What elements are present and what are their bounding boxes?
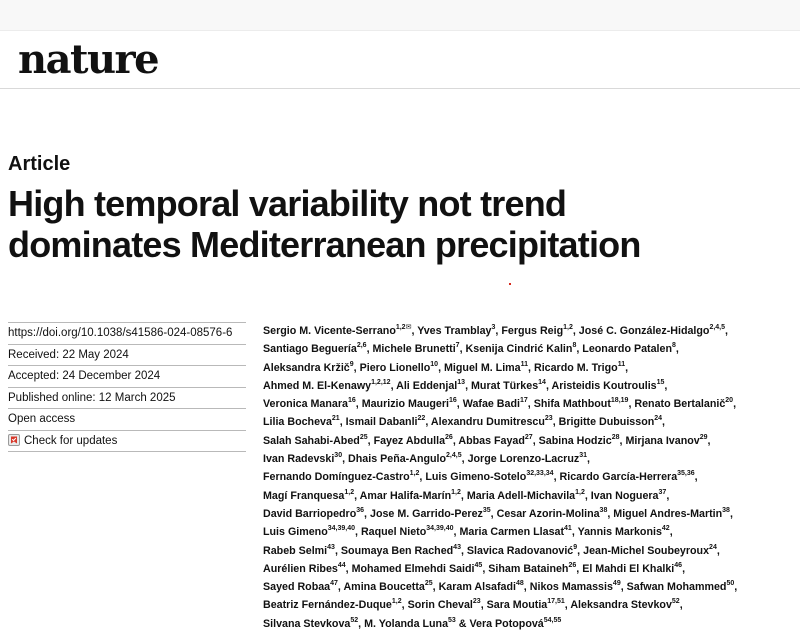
author-name[interactable]: Ismail Dabanli — [345, 416, 418, 429]
author-name[interactable]: Lilia Bocheva — [263, 416, 332, 429]
author-name[interactable]: Safwan Mohammed — [626, 581, 727, 594]
author-line — [263, 359, 788, 377]
author-affiliation: 21 — [331, 415, 340, 423]
author-affiliation: 1,2 — [344, 488, 355, 496]
author-separator: , — [452, 434, 459, 447]
accent-dot — [509, 283, 511, 285]
author-name[interactable]: Yannis Markonis — [577, 526, 662, 539]
author-affiliation: 35,36 — [677, 470, 695, 478]
author-separator: , — [358, 617, 365, 630]
author-name[interactable]: Murat Türkes — [471, 379, 539, 392]
author-line — [263, 523, 788, 541]
author-name[interactable]: Ivan Noguera — [590, 489, 659, 502]
author-separator: , — [694, 471, 698, 484]
author-separator: , — [419, 471, 426, 484]
author-separator: , — [625, 361, 629, 374]
author-affiliation: 14 — [538, 378, 546, 386]
author-affiliation: 1,2,12 — [371, 378, 391, 386]
author-name[interactable]: Sayed Robaa — [263, 581, 331, 594]
author-name[interactable]: Fernando Domínguez-Castro — [263, 471, 410, 484]
author-name[interactable]: Nikos Mamassis — [529, 581, 613, 594]
author-name[interactable]: Ricardo García-Herrera — [559, 471, 678, 484]
author-name[interactable]: Salah Sahabi-Abed — [263, 434, 360, 447]
author-name[interactable]: Luis Gimeno-Sotelo — [425, 471, 527, 484]
author-name[interactable]: Rabeb Selmi — [263, 544, 328, 557]
author-affiliation: 44 — [337, 561, 346, 569]
author-separator: , — [337, 581, 344, 594]
author-separator: , — [364, 507, 370, 520]
author-affiliation: 1,2 — [575, 488, 585, 496]
author-separator: , — [572, 325, 579, 337]
author-affiliation: 38 — [599, 506, 608, 514]
author-affiliation: 1,2✉ — [395, 324, 412, 331]
author-name[interactable]: Siham Bataineh — [488, 562, 569, 575]
author-separator: , — [577, 544, 584, 557]
author-separator: , — [587, 453, 590, 466]
author-separator: , — [664, 379, 668, 392]
author-separator: , — [571, 526, 578, 539]
author-line — [263, 432, 788, 450]
author-name[interactable]: El Mahdi El Khalki — [582, 562, 675, 575]
author-affiliation: 28 — [611, 433, 620, 441]
author-affiliation: 36 — [356, 506, 365, 514]
author-line — [263, 322, 788, 340]
author-affiliation: 43 — [327, 543, 335, 551]
author-separator: , — [628, 398, 635, 411]
author-affiliation: 34,39,40 — [426, 525, 454, 533]
author-affiliation: 1,2 — [409, 470, 420, 478]
author-affiliation: 34,39,40 — [327, 525, 355, 533]
author-name[interactable]: Sergio M. Vicente-Serrano — [263, 325, 396, 337]
author-name[interactable]: Sorin Cheval — [407, 599, 473, 612]
author-affiliation: 32,33,34 — [526, 470, 554, 478]
author-affiliation: 41 — [564, 525, 572, 533]
author-name[interactable]: Slavica Radovanović — [466, 544, 574, 557]
author-separator: , — [490, 507, 497, 520]
author-name[interactable]: Beatriz Fernández-Duque — [263, 599, 392, 612]
article-title-line-1: High temporal variability not trend — [8, 183, 567, 224]
author-separator: , — [675, 343, 679, 356]
author-name[interactable]: Aleksandra Kržič — [263, 361, 350, 374]
author-affiliation: 15 — [656, 378, 665, 386]
author-separator: , — [453, 526, 460, 539]
author-separator: , — [342, 453, 349, 466]
author-separator: , — [576, 343, 583, 356]
author-affiliation: 37 — [658, 488, 667, 496]
author-affiliation: 35 — [482, 506, 491, 514]
author-affiliation: 3 — [491, 324, 496, 331]
published-date: Published online: 12 March 2025 — [8, 387, 246, 409]
author-affiliation: 1,2 — [391, 598, 402, 606]
author-separator: , — [480, 599, 487, 612]
author-affiliation: 31 — [579, 452, 587, 460]
author-separator: , — [564, 599, 571, 612]
author-separator: , — [432, 581, 439, 594]
author-affiliation: 17 — [519, 397, 528, 405]
author-name[interactable]: Cesar Azorin-Molina — [496, 507, 600, 520]
author-separator: , — [716, 544, 720, 557]
author-separator: , — [460, 489, 467, 502]
author-affiliation: 22 — [417, 415, 426, 423]
author-affiliation: 46 — [674, 561, 683, 569]
author-affiliation: 23 — [544, 415, 553, 423]
article-type-label: Article — [8, 153, 71, 175]
author-affiliation: 17,51 — [547, 598, 565, 606]
header-divider — [0, 88, 800, 89]
author-name[interactable]: Michele Brunetti — [372, 343, 456, 356]
author-affiliation: 1,2 — [451, 488, 461, 496]
author-separator: , — [334, 544, 341, 557]
author-name[interactable]: Miguel M. Lima — [444, 361, 521, 374]
author-affiliation: 8 — [572, 342, 577, 350]
author-separator: , — [528, 361, 534, 374]
author-affiliation: 25 — [424, 580, 433, 588]
author-name[interactable]: Aurélien Ribes — [263, 562, 338, 575]
author-affiliation: 9 — [573, 543, 578, 551]
author-line — [263, 578, 788, 596]
author-affiliation: 30 — [334, 452, 343, 460]
author-affiliation: 50 — [726, 580, 735, 588]
author-affiliation: 27 — [524, 433, 533, 441]
author-line — [263, 542, 788, 560]
author-separator: , — [545, 379, 552, 392]
author-affiliation: 29 — [699, 433, 708, 441]
author-line — [263, 340, 788, 358]
author-line — [263, 615, 788, 633]
author-name[interactable]: Maria Carmen Llasat — [459, 526, 565, 539]
author-affiliation: 10 — [430, 360, 439, 368]
author-name[interactable]: M. Yolanda Luna — [364, 617, 449, 630]
article-metadata — [8, 322, 246, 452]
author-name[interactable]: Soumaya Ben Rached — [340, 544, 454, 557]
author-affiliation: 1,2 — [563, 324, 573, 331]
author-name[interactable]: Miguel Andres-Martin — [613, 507, 723, 520]
author-name[interactable]: Santiago Beguería — [263, 343, 357, 356]
author-affiliation: 38 — [722, 506, 730, 514]
author-affiliation: 16 — [347, 397, 356, 405]
author-line — [263, 468, 788, 486]
author-name[interactable]: José C. González-Hidalgo — [578, 325, 710, 337]
author-separator: , — [620, 581, 627, 594]
author-separator: , — [354, 489, 360, 502]
author-separator: , — [662, 416, 666, 429]
author-affiliation: 26 — [445, 433, 453, 441]
author-name[interactable]: Jose M. Garrido-Perez — [370, 507, 483, 520]
doi-link[interactable]: https://doi.org/10.1038/s41586-024-08576-6 — [8, 322, 246, 344]
author-affiliation: 2,6 — [356, 342, 367, 350]
author-line — [263, 450, 788, 468]
author-name[interactable]: Ahmed M. El-Kenawy — [263, 379, 372, 392]
author-affiliation: 26 — [568, 561, 577, 569]
author-separator: , — [456, 398, 463, 411]
author-name[interactable]: Maurizio Maugeri — [361, 398, 449, 411]
author-affiliation: 49 — [612, 580, 621, 588]
author-separator: & — [455, 617, 470, 630]
author-separator: , — [553, 471, 560, 484]
accepted-date: Accepted: 24 December 2024 — [8, 365, 246, 387]
author-name[interactable]: Maria Adell-Michavila — [466, 489, 576, 502]
author-separator: , — [669, 526, 673, 539]
author-separator: , — [390, 379, 397, 392]
author-name[interactable]: Brigitte Dubuisson — [558, 416, 655, 429]
author-affiliation: 23 — [472, 598, 481, 606]
author-separator: , — [584, 489, 591, 502]
received-date: Received: 22 May 2024 — [8, 344, 246, 366]
author-separator: , — [523, 581, 530, 594]
author-line — [263, 505, 788, 523]
author-affiliation: 47 — [330, 580, 338, 588]
author-name[interactable]: Alexandru Dumitrescu — [430, 416, 545, 429]
author-separator: , — [482, 562, 489, 575]
author-separator: , — [339, 416, 346, 429]
check-updates-label: Check for updates — [24, 434, 118, 447]
author-name[interactable]: Leonardo Patalen — [582, 343, 672, 356]
author-name[interactable]: David Barriopedro — [263, 507, 357, 520]
author-line — [263, 395, 788, 413]
author-affiliation: 13 — [457, 378, 466, 386]
author-separator: , — [734, 581, 738, 594]
author-name[interactable]: Veronica Manara — [263, 398, 348, 411]
author-name[interactable]: Ali Eddenjal — [396, 379, 458, 392]
journal-logo[interactable]: nature — [18, 36, 159, 83]
author-name[interactable]: Karam Alsafadi — [438, 581, 516, 594]
author-separator: , — [666, 489, 670, 502]
author-separator: , — [367, 434, 374, 447]
author-affiliation: 18,19 — [610, 397, 629, 405]
author-separator: , — [733, 398, 737, 411]
author-name[interactable]: Sara Moutia — [486, 599, 548, 612]
author-name[interactable]: Aleksandra Stevkov — [570, 599, 672, 612]
author-separator: , — [707, 434, 711, 447]
author-name[interactable]: Ksenija Cindrić Kalin — [465, 343, 573, 356]
author-list — [263, 322, 788, 633]
author-name[interactable]: Aristeidis Koutroulis — [551, 379, 657, 392]
author-name[interactable]: Piero Lionello — [359, 361, 431, 374]
author-name[interactable]: Fayez Abdulla — [373, 434, 446, 447]
author-separator: , — [354, 526, 361, 539]
author-separator: , — [729, 507, 733, 520]
author-separator: , — [461, 453, 468, 466]
author-separator: , — [679, 599, 683, 612]
author-affiliation: 24 — [709, 543, 717, 551]
article-title — [8, 183, 788, 265]
author-name[interactable]: Ivan Radevski — [263, 453, 335, 466]
author-separator: , — [401, 599, 408, 612]
author-name[interactable]: Raquel Nieto — [360, 526, 427, 539]
author-affiliation: 48 — [516, 580, 524, 588]
author-affiliation: 24 — [654, 415, 663, 423]
author-affiliation: 53 — [448, 616, 456, 624]
browser-top-strip — [0, 0, 800, 31]
author-separator: , — [460, 544, 467, 557]
author-separator: , — [353, 361, 360, 374]
author-affiliation: 16 — [449, 397, 457, 405]
author-affiliation: 7 — [455, 342, 460, 350]
author-separator: , — [682, 562, 686, 575]
author-name[interactable]: Yves Tramblay — [417, 325, 492, 337]
author-affiliation: 8 — [671, 342, 676, 350]
author-name[interactable]: Amina Boucetta — [343, 581, 425, 594]
author-separator: , — [465, 379, 472, 392]
author-name[interactable]: Wafae Badi — [462, 398, 520, 411]
author-line — [263, 413, 788, 431]
author-name[interactable]: Sabina Hodzic — [538, 434, 612, 447]
author-name[interactable]: Vera Potopová — [469, 617, 544, 630]
author-name[interactable]: Dhais Peña-Angulo — [348, 453, 447, 466]
author-separator: , — [607, 507, 614, 520]
author-separator: , — [366, 343, 373, 356]
author-name[interactable]: Fergus Reig — [501, 325, 564, 337]
author-separator: , — [411, 325, 418, 337]
open-access-label: Open access — [8, 408, 246, 430]
author-name[interactable]: Mohamed Elmehdi Saidi — [351, 562, 475, 575]
author-line — [263, 560, 788, 578]
author-separator: , — [425, 416, 431, 429]
author-affiliation: 42 — [661, 525, 670, 533]
author-separator: , — [527, 398, 534, 411]
author-separator: , — [495, 325, 502, 337]
author-separator: , — [725, 325, 729, 337]
author-separator: , — [532, 434, 539, 447]
author-separator: , — [576, 562, 583, 575]
check-updates-link[interactable] — [8, 430, 246, 453]
author-name[interactable]: Magí Franquesa — [263, 489, 345, 502]
author-name[interactable]: Shifa Mathbout — [533, 398, 611, 411]
author-name[interactable]: Jean-Michel Soubeyroux — [583, 544, 710, 557]
author-line — [263, 487, 788, 505]
author-name[interactable]: Luis Gimeno — [263, 526, 328, 539]
author-affiliation: 25 — [359, 433, 368, 441]
author-affiliation: 52 — [350, 616, 359, 624]
author-name[interactable]: Amar Halifa-Marín — [359, 489, 452, 502]
author-affiliation: 45 — [474, 561, 483, 569]
author-affiliation: 20 — [725, 397, 734, 405]
author-affiliation: 2,4,5 — [446, 452, 462, 460]
author-line — [263, 377, 788, 395]
author-name[interactable]: Mirjana Ivanov — [625, 434, 700, 447]
author-separator: , — [355, 398, 362, 411]
author-affiliation: 9 — [349, 360, 354, 368]
author-name[interactable]: Silvana Stevkova — [263, 617, 351, 630]
author-affiliation: 11 — [520, 360, 529, 368]
author-affiliation: 52 — [671, 598, 680, 606]
author-separator: , — [345, 562, 352, 575]
author-affiliation: 11 — [617, 360, 626, 368]
author-separator: , — [552, 416, 559, 429]
author-affiliation: 54,55 — [543, 616, 562, 624]
author-affiliation: 2,4,5 — [709, 324, 726, 331]
author-name[interactable]: Ricardo M. Trigo — [533, 361, 618, 374]
article-title-line-2: dominates Mediterranean precipitation — [8, 224, 641, 265]
author-name[interactable]: Abbas Fayad — [458, 434, 525, 447]
author-separator: , — [459, 343, 466, 356]
author-separator: , — [438, 361, 445, 374]
author-line — [263, 596, 788, 614]
check-updates-icon — [8, 434, 20, 446]
author-affiliation: 43 — [453, 543, 461, 551]
author-name[interactable]: Renato Bertalanič — [634, 398, 726, 411]
author-name[interactable]: Jorge Lorenzo-Lacruz — [467, 453, 580, 466]
author-separator: , — [619, 434, 626, 447]
